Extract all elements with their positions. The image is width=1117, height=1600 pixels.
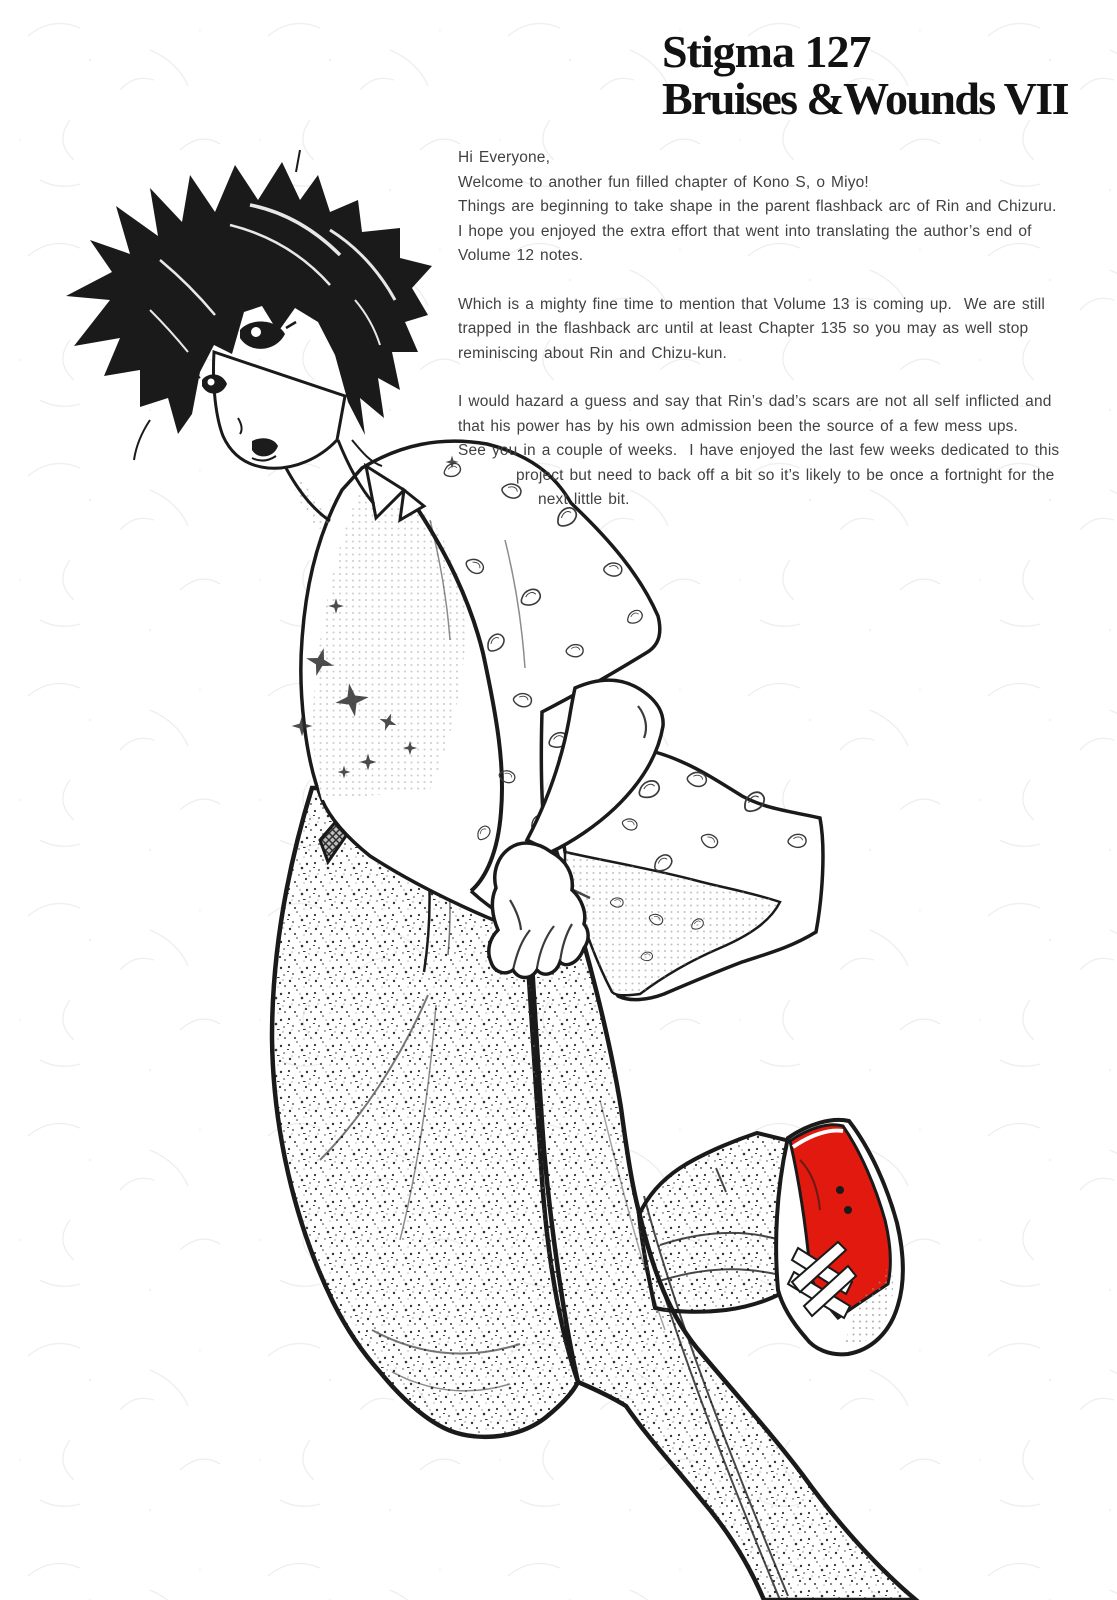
- note-paragraph: [458, 146, 1078, 269]
- note-line: that his power has by his own admission been the source of a few mess ups.: [458, 417, 1019, 435]
- sneaker-eyelet: [836, 1186, 844, 1194]
- chapter-name: Bruises &Wounds VII: [662, 73, 1068, 125]
- note-line: Which is a mighty fine time to mention that Volume 13 is coming up. We are still: [458, 295, 1045, 313]
- note-line: next little bit.: [538, 491, 630, 508]
- note-line: I would hazard a guess and say that Rin’s dad’s scars are not all self inflicted and: [458, 393, 1052, 410]
- note-paragraph: [458, 390, 1078, 513]
- translator-notes: [458, 146, 1078, 537]
- note-line: Hi Everyone,: [458, 149, 551, 166]
- chapter-title-block: [662, 28, 1068, 123]
- note-line: See you in a couple of weeks. I have enjoyed the last few weeks dedicated to this: [458, 442, 1060, 459]
- note-paragraph: [458, 293, 1078, 367]
- note-line: trapped in the flashback arc until at least Chapter 135 so you may as well stop: [458, 320, 1029, 337]
- note-line: I hope you enjoyed the extra effort that went into translating the author’s end of: [458, 222, 1032, 240]
- note-line: Volume 12 notes.: [458, 247, 584, 264]
- note-line: Welcome to another fun filled chapter of Kono S, o Miyo!: [458, 173, 869, 191]
- note-line: project but need to back off a bit so it’s likely to be once a fortnight for the: [516, 466, 1055, 484]
- note-line: reminiscing about Rin and Chizu-kun.: [458, 344, 728, 362]
- sneaker-eyelet: [844, 1206, 852, 1214]
- note-line: Things are beginning to take shape in the parent flashback arc of Rin and Chizuru.: [458, 198, 1057, 215]
- chapter-number: Stigma 127: [662, 26, 871, 77]
